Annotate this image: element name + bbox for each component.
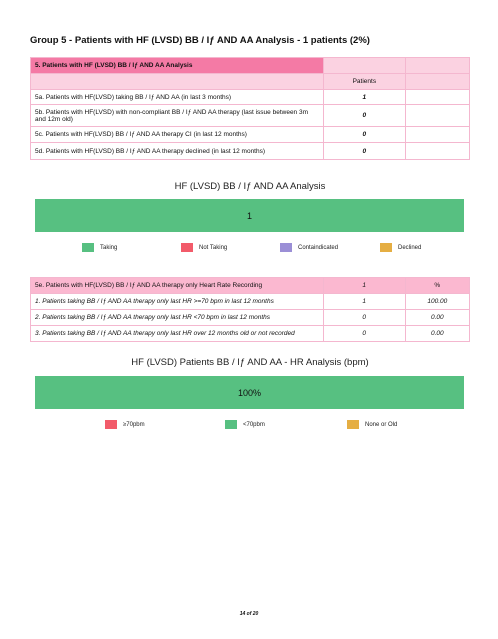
legend-swatch <box>105 420 117 429</box>
legend-swatch <box>181 243 193 252</box>
chart-title: HF (LVSD) Patients BB / Iƒ AND AA - HR Analysis (bpm) <box>131 357 369 368</box>
table-header-row <box>31 58 470 74</box>
legend-swatch <box>347 420 359 429</box>
heart-rate-table <box>30 277 470 342</box>
row-label: 5d. Patients with HF(LVSD) BB / Iƒ AND AA therapy declined (in last 12 months) <box>31 143 324 160</box>
row-label: 3. Patients taking BB / Iƒ AND AA therapy only last HR over 12 months old or not recorded <box>31 326 324 342</box>
hr-bar <box>35 376 464 409</box>
row-label: 2. Patients taking BB / Iƒ AND AA therapy only last HR <70 bpm in last 12 months <box>31 310 324 326</box>
row-value: 1 <box>323 90 405 105</box>
legend-item-declined <box>380 243 421 252</box>
legend-label: <70pbm <box>243 421 265 428</box>
header-value: 1 <box>323 278 405 294</box>
row-label: 1. Patients taking BB / Iƒ AND AA therapy only last HR >=70 bpm in last 12 months <box>31 294 324 310</box>
legend-item-taking <box>82 243 117 252</box>
row-label: 5b. Patients with HF(LVSD) with non-compliant BB / Iƒ AND AA therapy (last issue between 3m and 12m old) <box>31 105 324 127</box>
legend-label: None or Old <box>365 421 398 428</box>
taking-bar <box>35 199 464 232</box>
table-header-label: 5e. Patients with HF(LVSD) BB / Iƒ AND AA therapy only Heart Rate Recording <box>31 278 324 294</box>
table-column-row <box>31 74 470 90</box>
legend-item-not-taking <box>181 243 227 252</box>
table-header-label: 5. Patients with HF (LVSD) BB / Iƒ AND AA Analysis <box>31 58 324 74</box>
legend-label: Not Taking <box>199 244 228 251</box>
legend-item-contraindicated <box>280 243 338 252</box>
legend-label: Containdicated <box>298 244 339 251</box>
page-number: 14 of 20 <box>239 611 259 617</box>
bar-label: 1 <box>246 210 252 221</box>
legend-swatch <box>280 243 292 252</box>
chart-title: HF (LVSD) BB / Iƒ AND AA Analysis <box>174 181 326 192</box>
row-label: 5a. Patients with HF(LVSD) taking BB / Iƒ AND AA (in last 3 months) <box>31 90 324 105</box>
row-percent: 0.00 <box>405 326 469 342</box>
legend-swatch <box>380 243 392 252</box>
row-value: 1 <box>323 294 405 310</box>
patients-analysis-table <box>30 57 470 160</box>
table-row <box>31 310 470 326</box>
row-label: 5c. Patients with HF(LVSD) BB / Iƒ AND AA therapy CI (in last 12 months) <box>31 127 324 143</box>
row-percent: 100.00 <box>405 294 469 310</box>
legend-item-none-or-old <box>347 420 397 429</box>
row-value: 0 <box>323 105 405 127</box>
table-row <box>31 143 470 160</box>
legend-label: ≥70pbm <box>123 421 145 428</box>
table-row <box>31 326 470 342</box>
row-value: 0 <box>323 310 405 326</box>
row-value: 0 <box>323 326 405 342</box>
legend-item-lt70 <box>225 420 265 429</box>
table-row <box>31 105 470 127</box>
row-percent: 0.00 <box>405 310 469 326</box>
table-row <box>31 90 470 105</box>
legend-label: Declined <box>398 244 422 251</box>
header-unit: % <box>405 278 469 294</box>
table-row <box>31 294 470 310</box>
legend-item-ge70 <box>105 420 145 429</box>
bar-label: 100% <box>237 387 262 398</box>
row-value: 0 <box>323 143 405 160</box>
page-title: Group 5 - Patients with HF (LVSD) BB / Iƒ AND AA Analysis - 1 patients (2%) <box>30 35 370 46</box>
row-value: 0 <box>323 127 405 143</box>
legend-swatch <box>225 420 237 429</box>
legend-swatch <box>82 243 94 252</box>
table-header-row <box>31 278 470 294</box>
legend-label: Taking <box>100 244 118 251</box>
table-row <box>31 127 470 143</box>
column-header-patients: Patients <box>323 74 405 90</box>
